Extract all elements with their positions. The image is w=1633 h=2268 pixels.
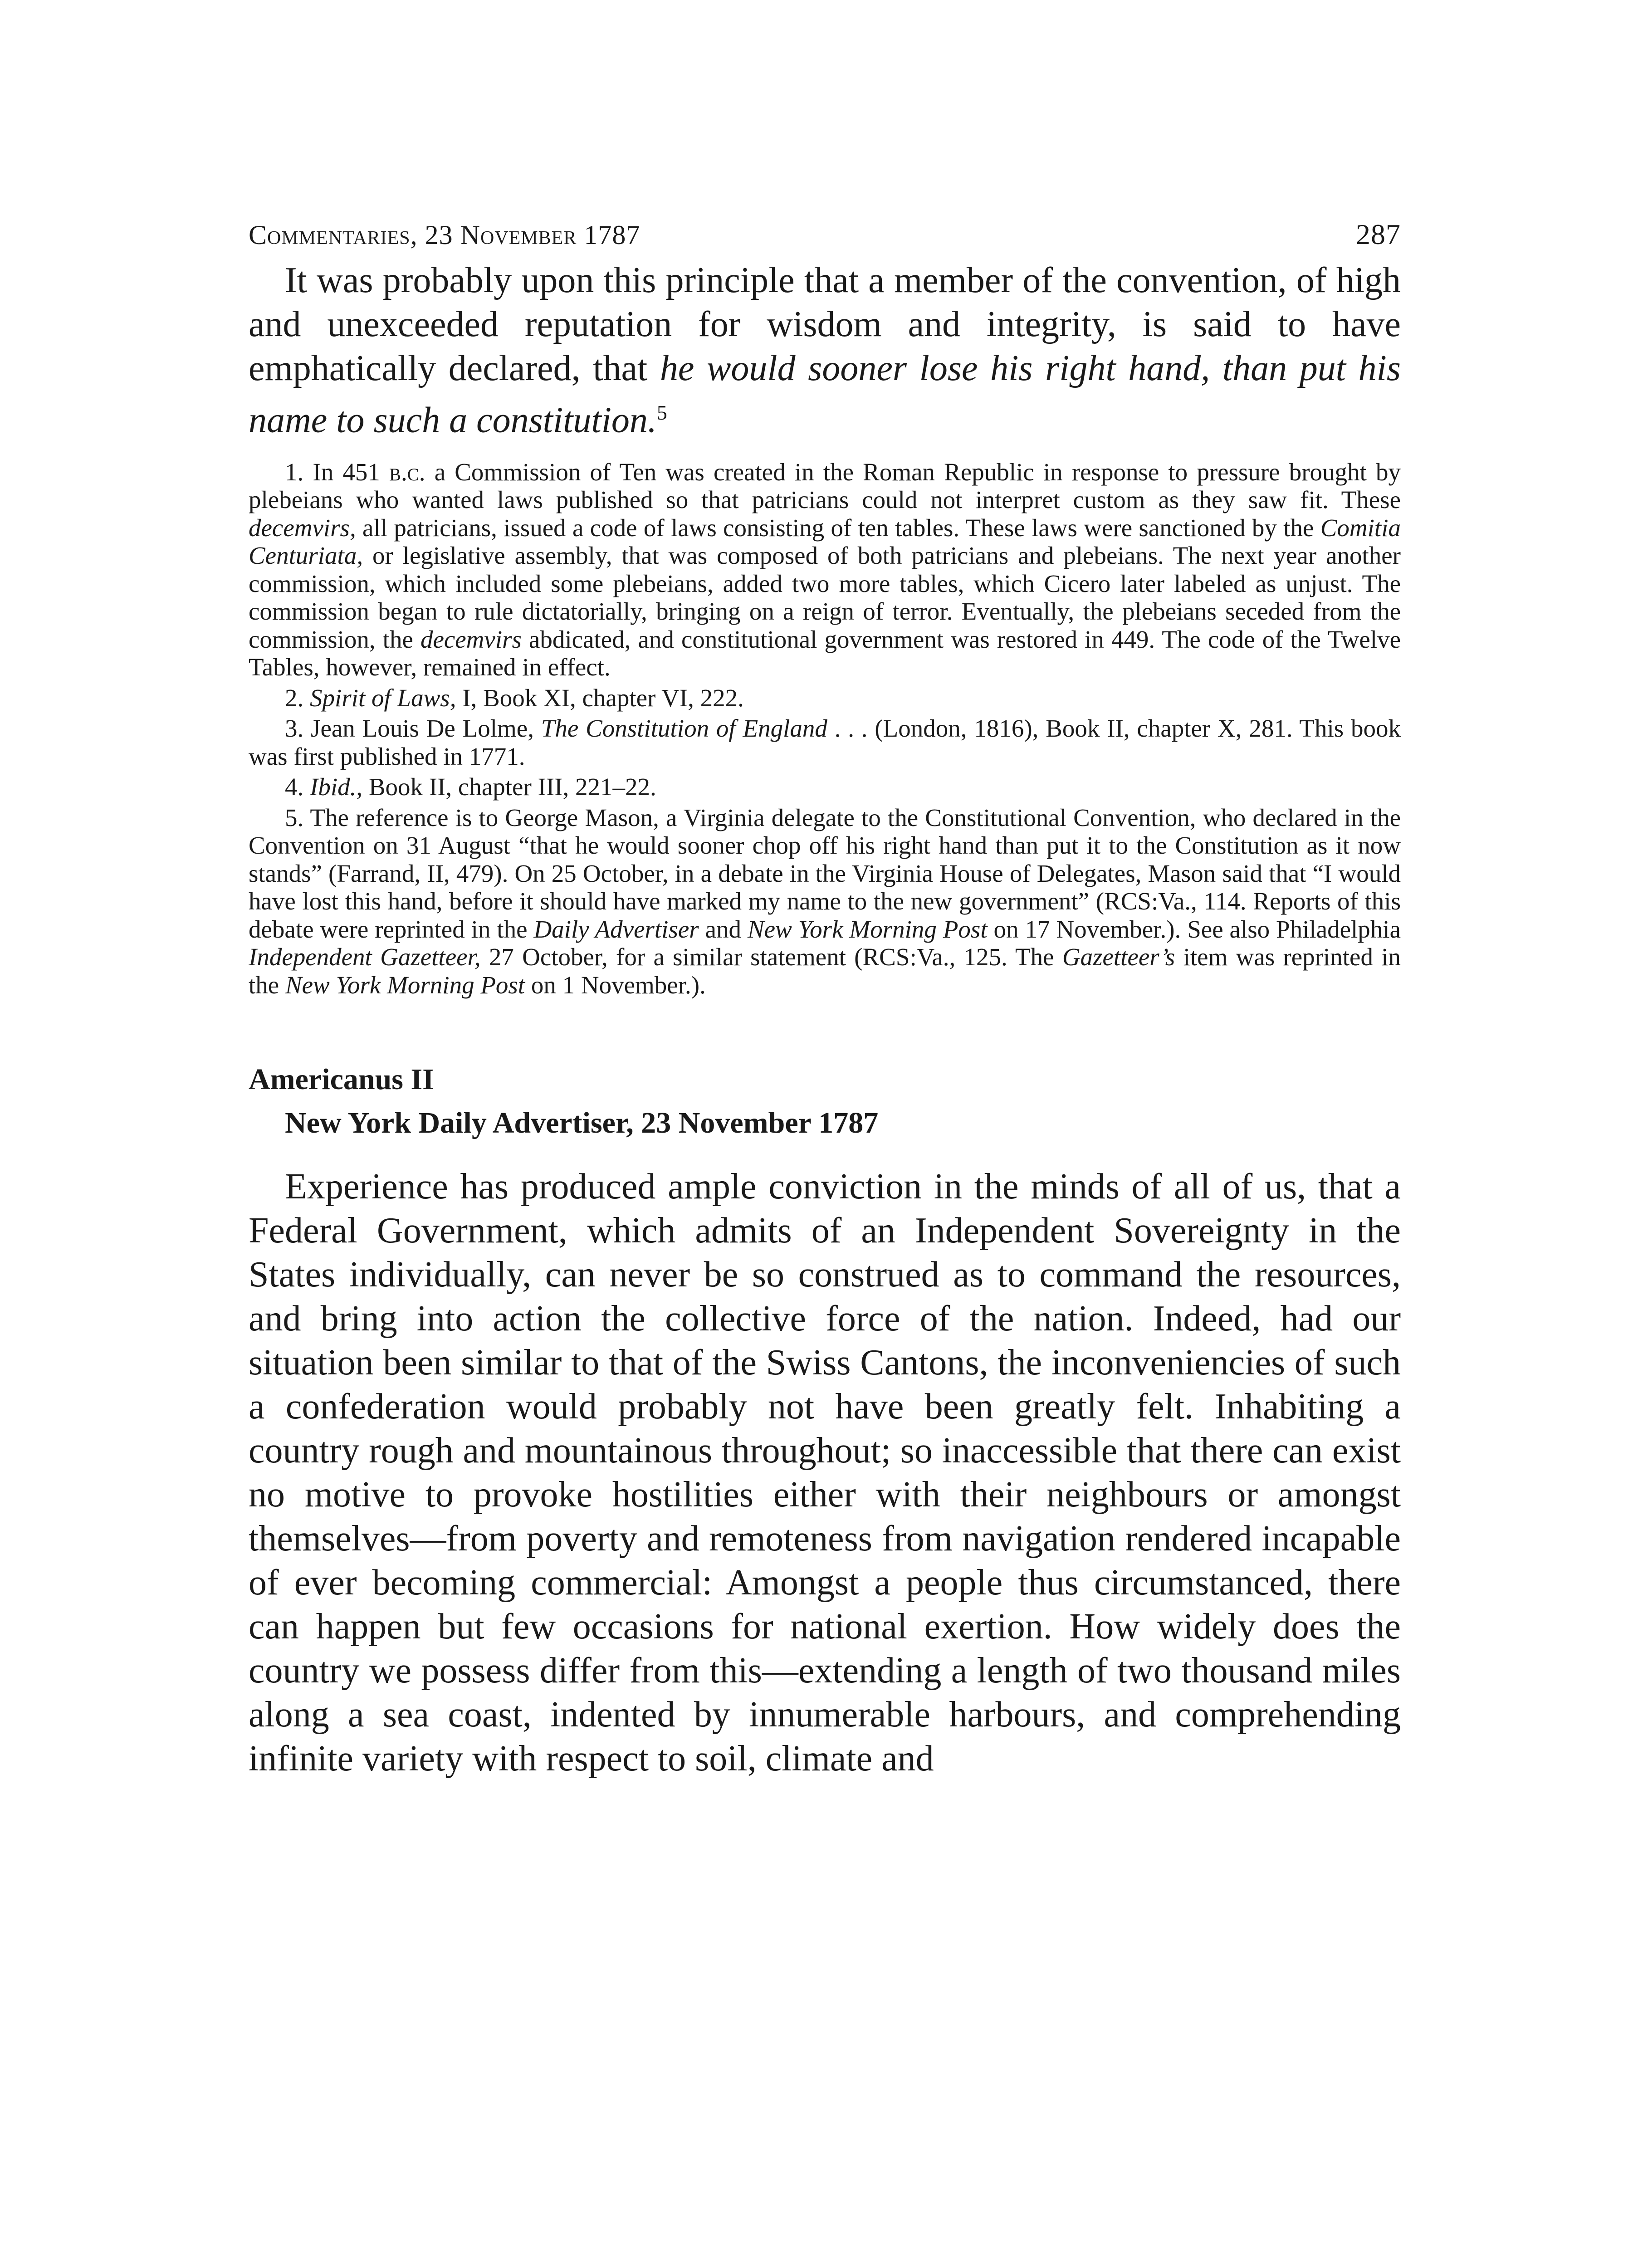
footnotes bbox=[249, 458, 1401, 999]
running-head-title: Commentaries, 23 November 1787 bbox=[249, 220, 640, 250]
footnote-1: 1. In 451 b.c. a Commission of Ten was created in the Roman Republic in response to pressure brought by plebeians who wanted laws published so that patricians could not interpret custom as they saw fit. These decemvirs, all patricians, issued a code of laws consisting of ten tables. These laws were sanctioned by the Comitia Centuriata, or legislative assembly, that was composed of both patricians and plebeians. The next year another commission, which included some plebeians, added two more tables, which Cicero later labeled as unjust. The commission began to rule dictatorially, bringing on a reign of terror. Eventually, the plebeians seceded from the commission, the decemvirs abdicated, and constitutional government was restored in 449. The code of the Twelve Tables, however, remained in effect. bbox=[249, 458, 1401, 681]
article-source: New York Daily Advertiser, 23 November 1787 bbox=[285, 1106, 879, 1140]
footnote-4: 4. Ibid., Book II, chapter III, 221–22. bbox=[285, 773, 656, 801]
footnote-ref-5: 5 bbox=[656, 401, 667, 424]
continued-paragraph bbox=[249, 259, 1401, 443]
page-number: 287 bbox=[1356, 218, 1401, 250]
article-title: Americanus II bbox=[249, 1063, 434, 1096]
article-heading bbox=[249, 1058, 1401, 1145]
footnote-5: 5. The reference is to George Mason, a Virginia delegate to the Constitutional Convention, who declared in the Convention on 31 August “that he would sooner chop off his right hand than put it to the Constitution as it now stands” (Farrand, II, 479). On 25 October, in a debate in the Virginia House of Delegates, Mason said that “I would have lost this hand, before it should have marked my name to the new government” (RCS:Va., 114. Reports of this debate were reprinted in the Daily Advertiser and New York Morning Post on 17 November.). See also Philadelphia Independent Gazetteer, 27 October, for a similar statement (RCS:Va., 125. The Gazetteer’s item was reprinted in the New York Morning Post on 1 November.). bbox=[249, 803, 1401, 999]
mason-quote: he would sooner lose his right hand, than put his name to such a constitution. bbox=[249, 348, 1401, 440]
continued-text: It was probably upon this principle that a member of the convention, of high and unexceeded reputation for wisdom and integrity, is said to have emphatically declared, that bbox=[249, 260, 1401, 388]
book-page bbox=[249, 218, 1401, 1781]
running-head bbox=[249, 218, 1401, 259]
footnote-3: 3. Jean Louis De Lolme, The Constitution of England . . . (London, 1816), Book II, chapter X, 281. This book was first published in 1771. bbox=[249, 714, 1401, 770]
article-body: Experience has produced ample conviction in the minds of all of us, that a Federal Government, which admits of an Independent Sovereignty in the States individually, can never be so construed as to command the resources, and bring into action the collective force of the nation. Indeed, had our situation been similar to that of the Swiss Cantons, the inconveniencies of such a confederation would probably not have been greatly felt. Inhabiting a country rough and mountainous throughout; so inaccessible that there can exist no motive to provoke hostilities either with their neighbours or amongst themselves—from poverty and remoteness from navigation rendered incapable of ever becoming commercial: Amongst a people thus circumstanced, there can happen but few occasions for national exertion. How widely does the country we possess differ from this—extending a length of two thousand miles along a sea coast, indented by innumerable harbours, and comprehending infinite variety with respect to soil, climate and bbox=[249, 1167, 1401, 1779]
footnote-2: 2. Spirit of Laws, I, Book XI, chapter VI, 222. bbox=[285, 684, 744, 712]
